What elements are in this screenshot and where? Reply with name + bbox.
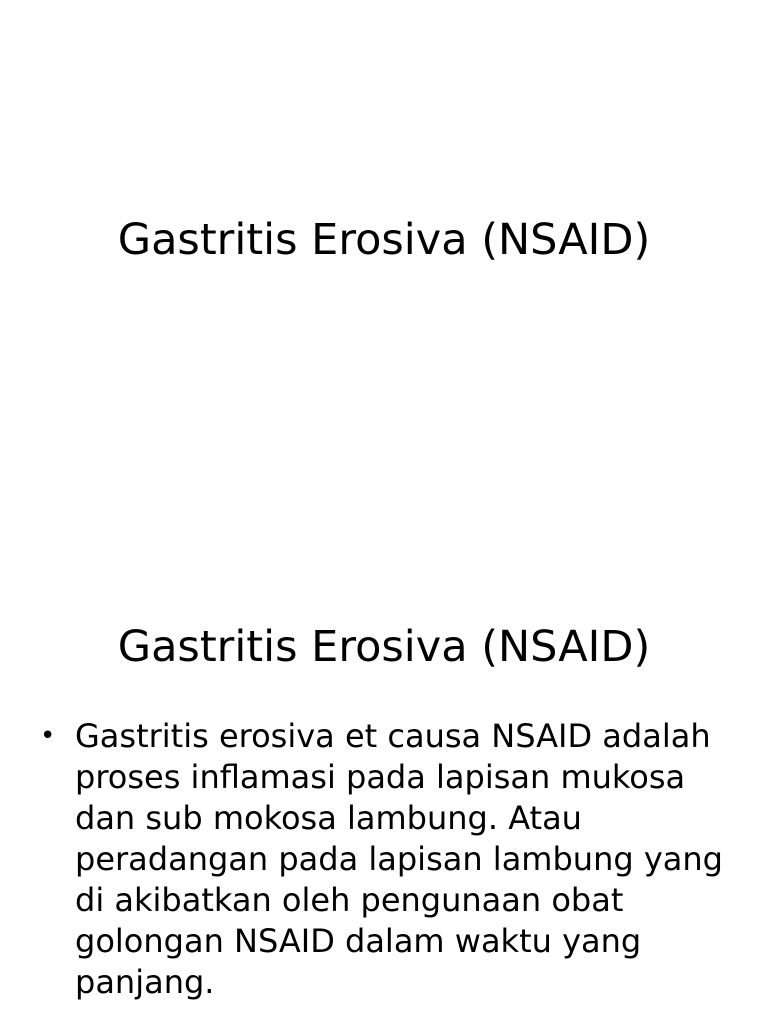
bullet-icon: •: [40, 721, 56, 751]
bullet-item: [40, 716, 730, 1003]
bullet-list: [40, 716, 730, 1003]
slide-2: [0, 512, 768, 1024]
slide-title: Gastritis Erosiva (NSAID): [117, 215, 651, 265]
slide-title: Gastritis Erosiva (NSAID): [117, 622, 651, 672]
bullet-text: Gastritis erosiva et causa NSAID adalah proses inflamasi pada lapisan mukosa dan sub mokosa lambung. Atau peradangan pada lapisan lambung yang di akibatkan oleh pengunaan obat golongan NSAID dalam waktu yang panjang.: [75, 717, 723, 1001]
